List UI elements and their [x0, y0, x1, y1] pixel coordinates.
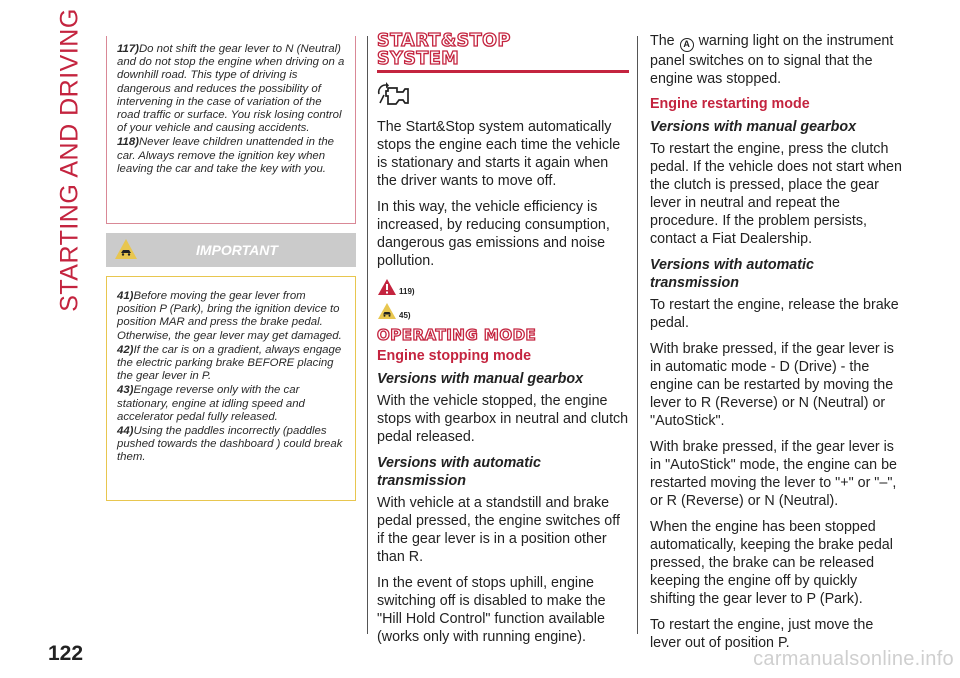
important-note-43: 43)Engage reverse only with the car stationary, engine at idling speed and accelerator pedal fully released.: [117, 384, 305, 423]
manual-restart-text: To restart the engine, press the clutch pedal. If the vehicle does not start when the clutch is pressed, place the gear lever in neutral and repeat the procedure. If the problem persists, contact a Fiat Dealership.: [650, 141, 902, 247]
start-stop-warning-light-icon: A: [680, 38, 694, 52]
automatic-stop-text: With vehicle at a standstill and brake pedal pressed, the engine switches off if the gear lever is in a position other than R.: [377, 495, 620, 565]
important-note-41: 41)Before moving the gear lever from position P (Park), bring the ignition device to position MAR and press the brake pedal. Otherwise, the gear lever may get damaged.: [117, 290, 342, 342]
auto-restart-text-1: To restart the engine, release the brake pedal.: [650, 297, 899, 331]
column-divider-right: [637, 36, 638, 634]
section-title: START&STOP SYSTEM: [377, 31, 511, 69]
intro-paragraph: The Start&Stop system automatically stops the engine each time the vehicle is stationary and starts it again when the driver wants to move off.: [377, 119, 621, 189]
important-note-42: 42)If the car is on a gradient, always engage the electric parking brake BEFORE placing the gear lever in P.: [117, 343, 342, 383]
important-triangle-icon: [114, 238, 138, 260]
column-divider-left: [367, 36, 368, 634]
warning-reference: 119): [377, 278, 629, 296]
warning-notes-box: [106, 36, 356, 224]
important-note-44: 44)Using the paddles incorrectly (paddles pushed towards the dashboard ) could break them.: [117, 425, 343, 464]
important-triangle-icon: [377, 302, 397, 320]
important-title: IMPORTANT: [196, 242, 278, 258]
manual-gearbox-title: Versions with manual gearbox: [377, 371, 584, 387]
important-header: [106, 233, 356, 267]
auto-restart-text-2: With brake pressed, if the gear lever is in automatic mode - D (Drive) - the engine can be restarted by moving the lever to R (Reverse) or N (Neutral) or "AutoStick".: [650, 341, 894, 429]
auto-restart-text-3: With brake pressed, if the gear lever is in "AutoStick" mode, the engine can be restarted moving the lever to "+" or "–", or R (Reverse) or N (Neutral).: [650, 439, 897, 509]
start-stop-engine-icon: [377, 81, 417, 107]
auto-restart-text-5: To restart the engine, just move the lever out of position P.: [650, 617, 874, 651]
right-column: [650, 32, 906, 660]
engine-restarting-title: Engine restarting mode: [650, 96, 810, 112]
efficiency-paragraph: In this way, the vehicle efficiency is increased, by reducing consumption, dangerous gas emissions and noise pollution.: [377, 199, 610, 269]
middle-column: [377, 32, 629, 654]
watermark: carmanualsonline.info: [753, 648, 954, 670]
warning-triangle-icon: [377, 278, 397, 296]
important-notes-box: [106, 276, 356, 501]
title-underline: [377, 70, 629, 73]
warning-note-118: 118)Never leave children unattended in the car. Always remove the ignition key when leaving the car and take the key with you.: [117, 136, 334, 175]
warning-light-paragraph: The A warning light on the instrument panel switches on to signal that the engine was stopped.: [650, 33, 894, 87]
operating-mode-title: OPERATING MODE: [377, 326, 537, 344]
manual-stop-text: With the vehicle stopped, the engine stops with gearbox in neutral and clutch pedal released.: [377, 393, 629, 445]
uphill-text: In the event of stops uphill, engine switching off is disabled to make the "Hill Hold Control" function available (works only with running engine).: [377, 575, 606, 645]
chapter-side-tab: [52, 8, 88, 312]
engine-stopping-title: Engine stopping mode: [377, 348, 532, 364]
automatic-transmission-title: Versions with automatic transmission: [650, 257, 814, 291]
auto-restart-text-4: When the engine has been stopped automatically, keeping the brake pedal pressed, the brake can be released keeping the engine off by quickly shifting the gear lever to P (Park).: [650, 519, 893, 607]
important-reference: 45): [377, 302, 629, 320]
warning-note-117: 117)Do not shift the gear lever to N (Neutral) and do not stop the engine when driving on a downhill road. This type of driving is dangerous and reduces the possibility of intervening in the case of variation of the road traffic or surface. You risk losing control of your vehicle and causing accidents.: [117, 43, 345, 135]
manual-gearbox-title: Versions with manual gearbox: [650, 119, 857, 135]
chapter-title: STARTING AND DRIVING: [55, 8, 84, 312]
automatic-transmission-title: Versions with automatic transmission: [377, 455, 541, 489]
page-number: 122: [48, 642, 84, 665]
